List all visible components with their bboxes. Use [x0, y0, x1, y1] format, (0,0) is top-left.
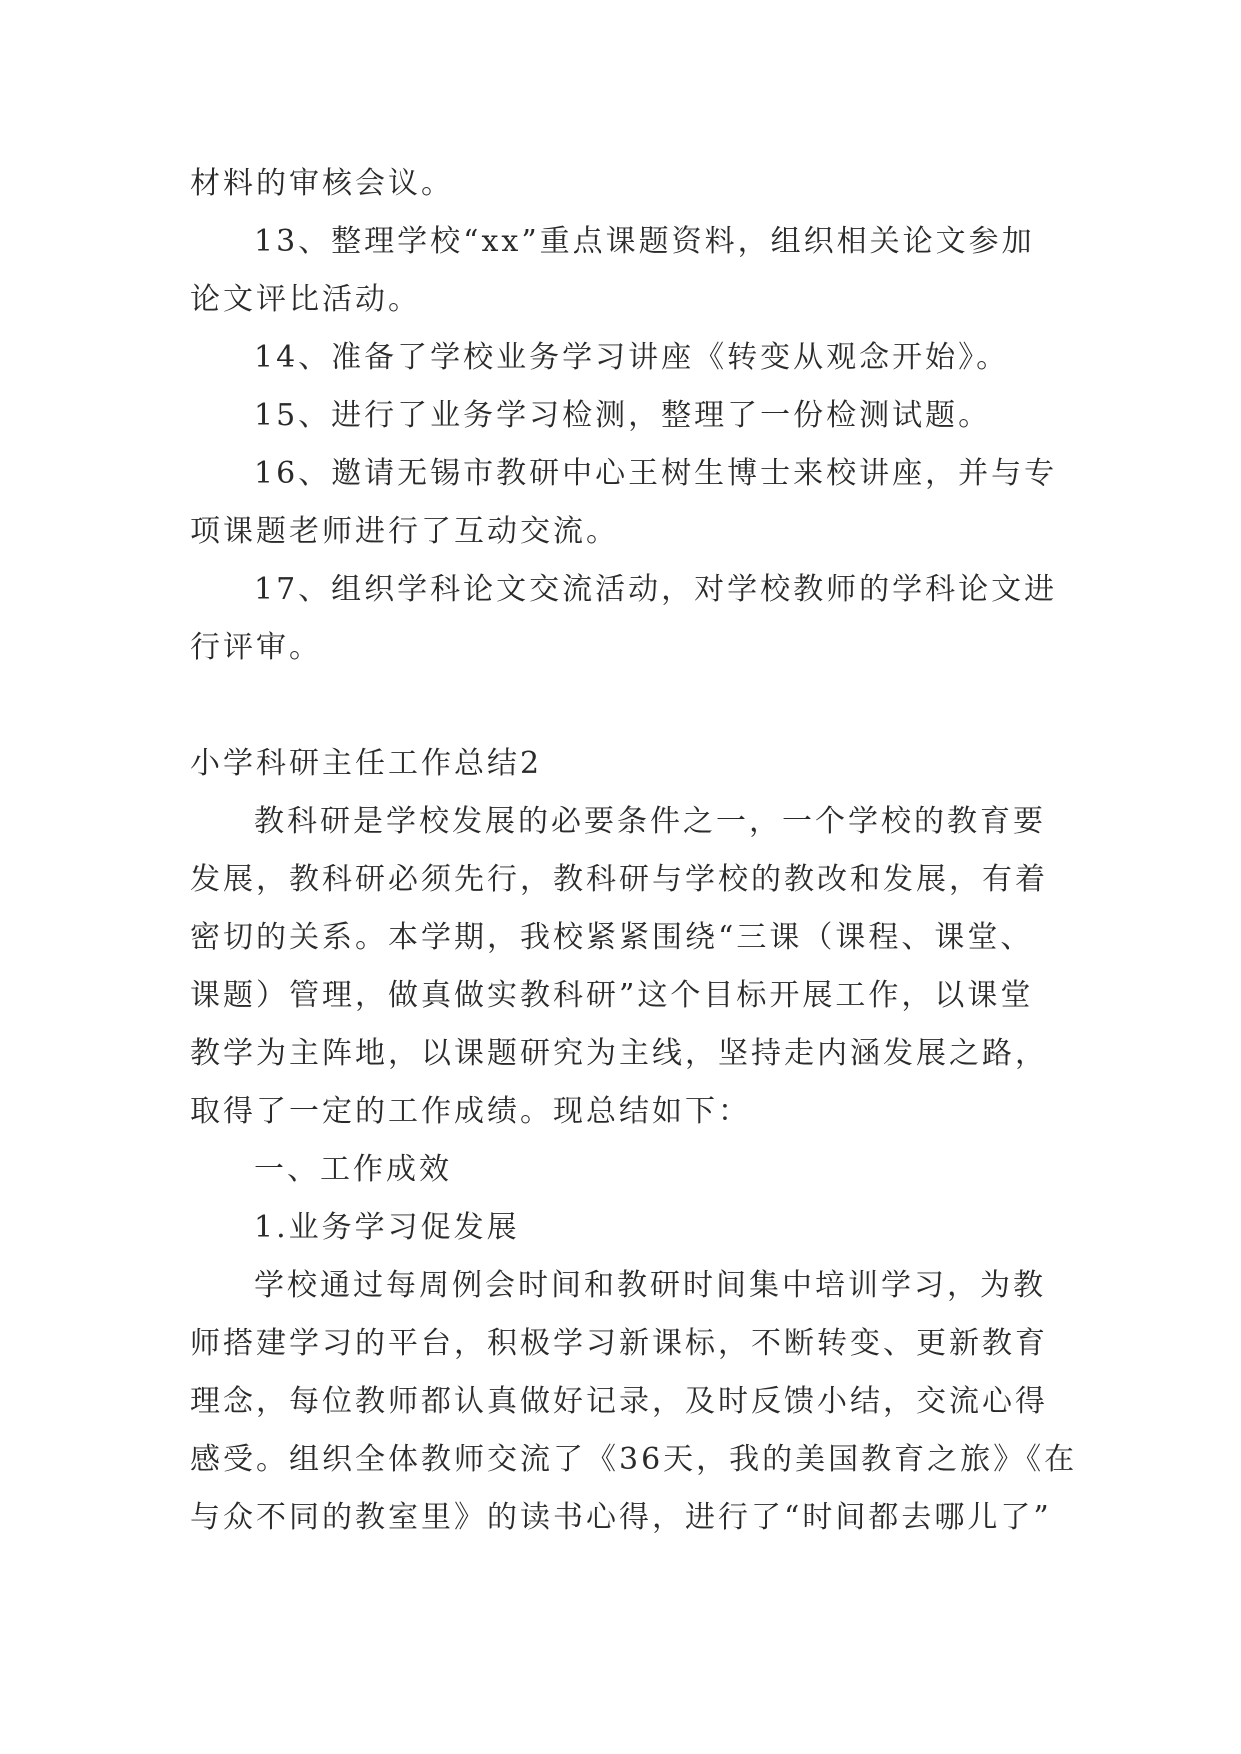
paragraph-line: 密切的关系。本学期，我校紧紧围绕“三课（课程、课堂、	[190, 920, 1034, 955]
heading-work-results: 一、工作成效	[254, 1152, 452, 1187]
paragraph-line: 师搭建学习的平台，积极学习新课标，不断转变、更新教育	[190, 1326, 1048, 1361]
list-item-14: 14、准备了学校业务学习讲座《转变从观念开始》。	[254, 340, 1010, 375]
paragraph-line: 教科研是学校发展的必要条件之一，一个学校的教育要	[254, 804, 1046, 839]
list-item-17: 17、组织学科论文交流活动，对学校教师的学科论文进	[254, 572, 1058, 607]
paragraph-line: 理念，每位教师都认真做好记录，及时反馈小结，交流心得	[190, 1384, 1048, 1419]
text-line: 材料的审核会议。	[190, 166, 454, 201]
list-item-13: 13、整理学校“xx”重点课题资料，组织相关论文参加	[254, 224, 1035, 259]
paragraph-line: 取得了一定的工作成绩。现总结如下：	[190, 1094, 751, 1129]
text-line: 论文评比活动。	[190, 282, 421, 317]
paragraph-line: 教学为主阵地，以课题研究为主线，坚持走内涵发展之路，	[190, 1036, 1048, 1071]
list-item-16: 16、邀请无锡市教研中心王树生博士来校讲座，并与专	[254, 456, 1058, 491]
paragraph-line: 发展，教科研必须先行，教科研与学校的教改和发展，有着	[190, 862, 1048, 897]
paragraph-line: 与众不同的教室里》的读书心得，进行了“时间都去哪儿了”	[190, 1500, 1052, 1535]
subheading-business-study: 1.业务学习促发展	[254, 1210, 520, 1245]
text-line: 行评审。	[190, 630, 322, 665]
section-title: 小学科研主任工作总结2	[190, 746, 543, 781]
document-body	[190, 155, 1078, 1547]
paragraph-line: 学校通过每周例会时间和教研时间集中培训学习，为教	[254, 1268, 1046, 1303]
list-item-15: 15、进行了业务学习检测，整理了一份检测试题。	[254, 398, 992, 433]
text-line: 项课题老师进行了互动交流。	[190, 514, 619, 549]
paragraph-line: 感受。组织全体教师交流了《36天，我的美国教育之旅》《在	[190, 1442, 1078, 1477]
paragraph-line: 课题）管理，做真做实教科研”这个目标开展工作，以课堂	[190, 978, 1034, 1013]
